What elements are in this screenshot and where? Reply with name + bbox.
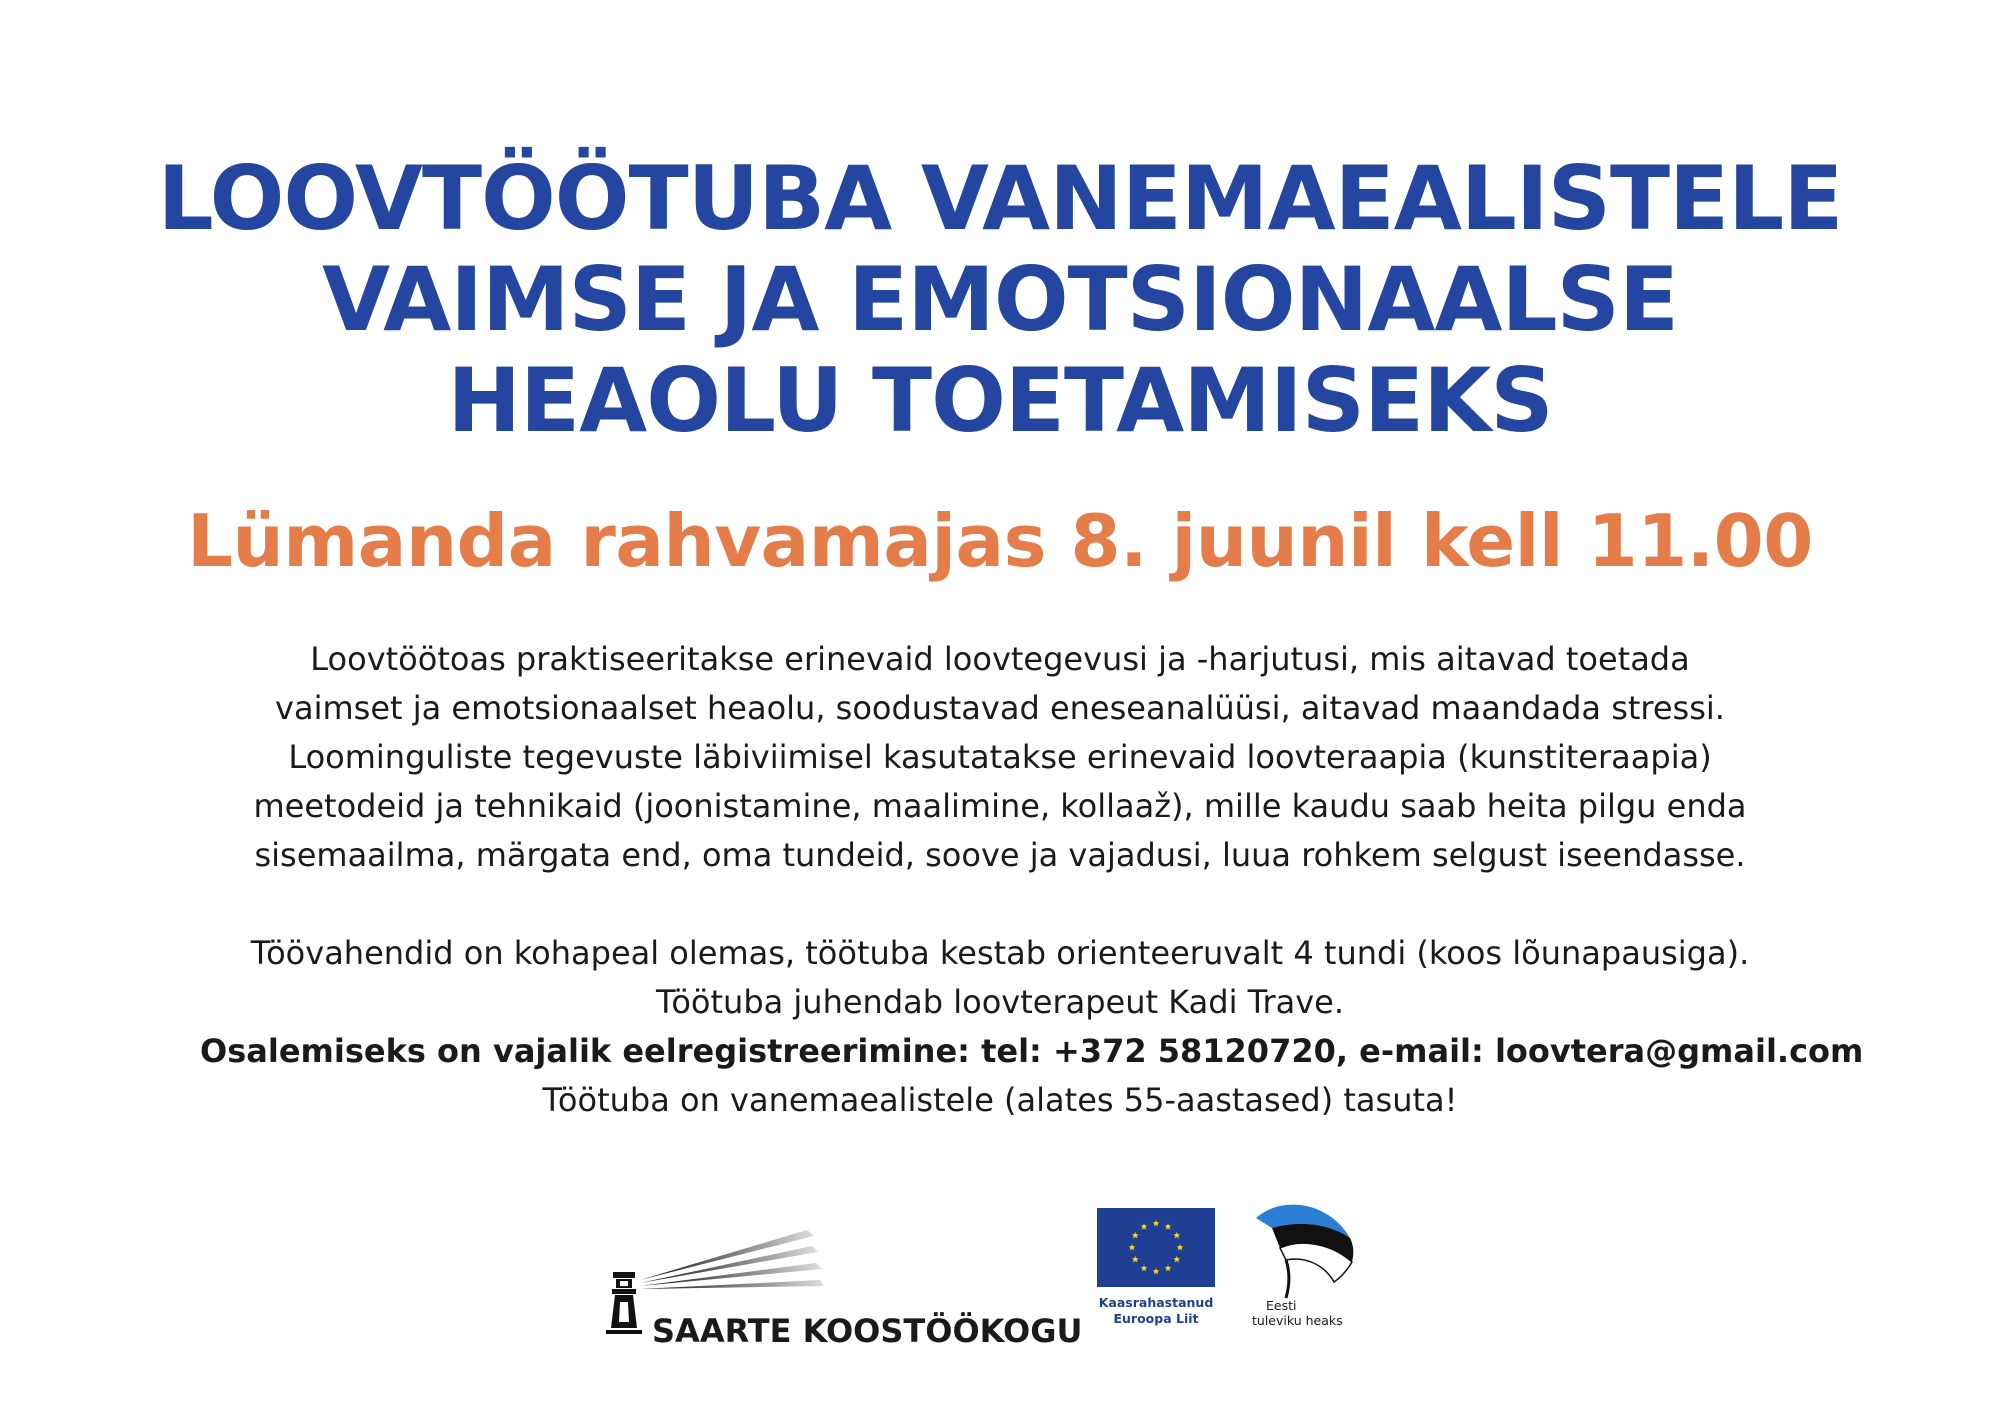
registration-line: Osalemiseks on vajalik eelregistreerimine: tel: +372 58120720, e-mail: loovtera@gmail.com [200,1032,1864,1070]
poster-body [200,635,1864,1125]
estonian-flag-swoosh-icon [1250,1198,1360,1308]
tools-duration-line: Töövahendid on kohapeal olemas, töötuba kestab orienteeruvalt 4 tundi (koos lõunapausiga). [250,934,1750,972]
eu-caption-line: Euroopa Liit [1113,1311,1199,1326]
description-line: vaimset ja emotsionaalset heaolu, soodustavad eneseanalüüsi, aitavad maandada stressi. [275,689,1725,727]
title-line: LOOVTÖÖTUBA VANEMAEALISTELE [157,147,1843,250]
estonia-caption [1250,1298,1400,1328]
description-line: Loovtöötoas praktiseeritakse erinevaid loovtegevusi ja -harjutusi, mis aitavad toetada [310,640,1690,678]
description-line: Loominguliste tegevuste läbiviimisel kasutatakse erinevaid loovteraapia (kunstiteraapia) [288,738,1712,776]
koostookogu-logo [602,1230,1083,1350]
poster-title [0,148,2000,451]
title-line: VAIMSE JA EMOTSIONAALSE [321,248,1679,351]
sponsor-logos [0,1190,2000,1380]
instructor-line: Töötuba juhendab loovterapeut Kadi Trave. [655,983,1345,1021]
event-location-time: Lümanda rahvamajas 8. juunil kell 11.00 [187,499,1813,583]
estonia-caption-line: tuleviku heaks [1252,1313,1343,1328]
estonia-caption-line: Eesti [1266,1298,1297,1313]
description-line: meetodeid ja tehnikaid (joonistamine, maalimine, kollaaž), mille kaudu saab heita pilgu enda [253,787,1747,825]
description-line: sisemaailma, märgata end, oma tundeid, soove ja vajadusi, luua rohkem selgust iseendasse. [254,836,1746,874]
koostookogu-name: SAARTE KOOSTÖÖKOGU [652,1312,1083,1350]
title-line: HEAOLU TOETAMISEKS [447,349,1553,452]
free-note-line: Töötuba on vanemaealistele (alates 55-aastased) tasuta! [542,1081,1458,1119]
eu-caption-line: Kaasrahastanud [1098,1295,1214,1310]
eu-caption [1068,1295,1244,1327]
